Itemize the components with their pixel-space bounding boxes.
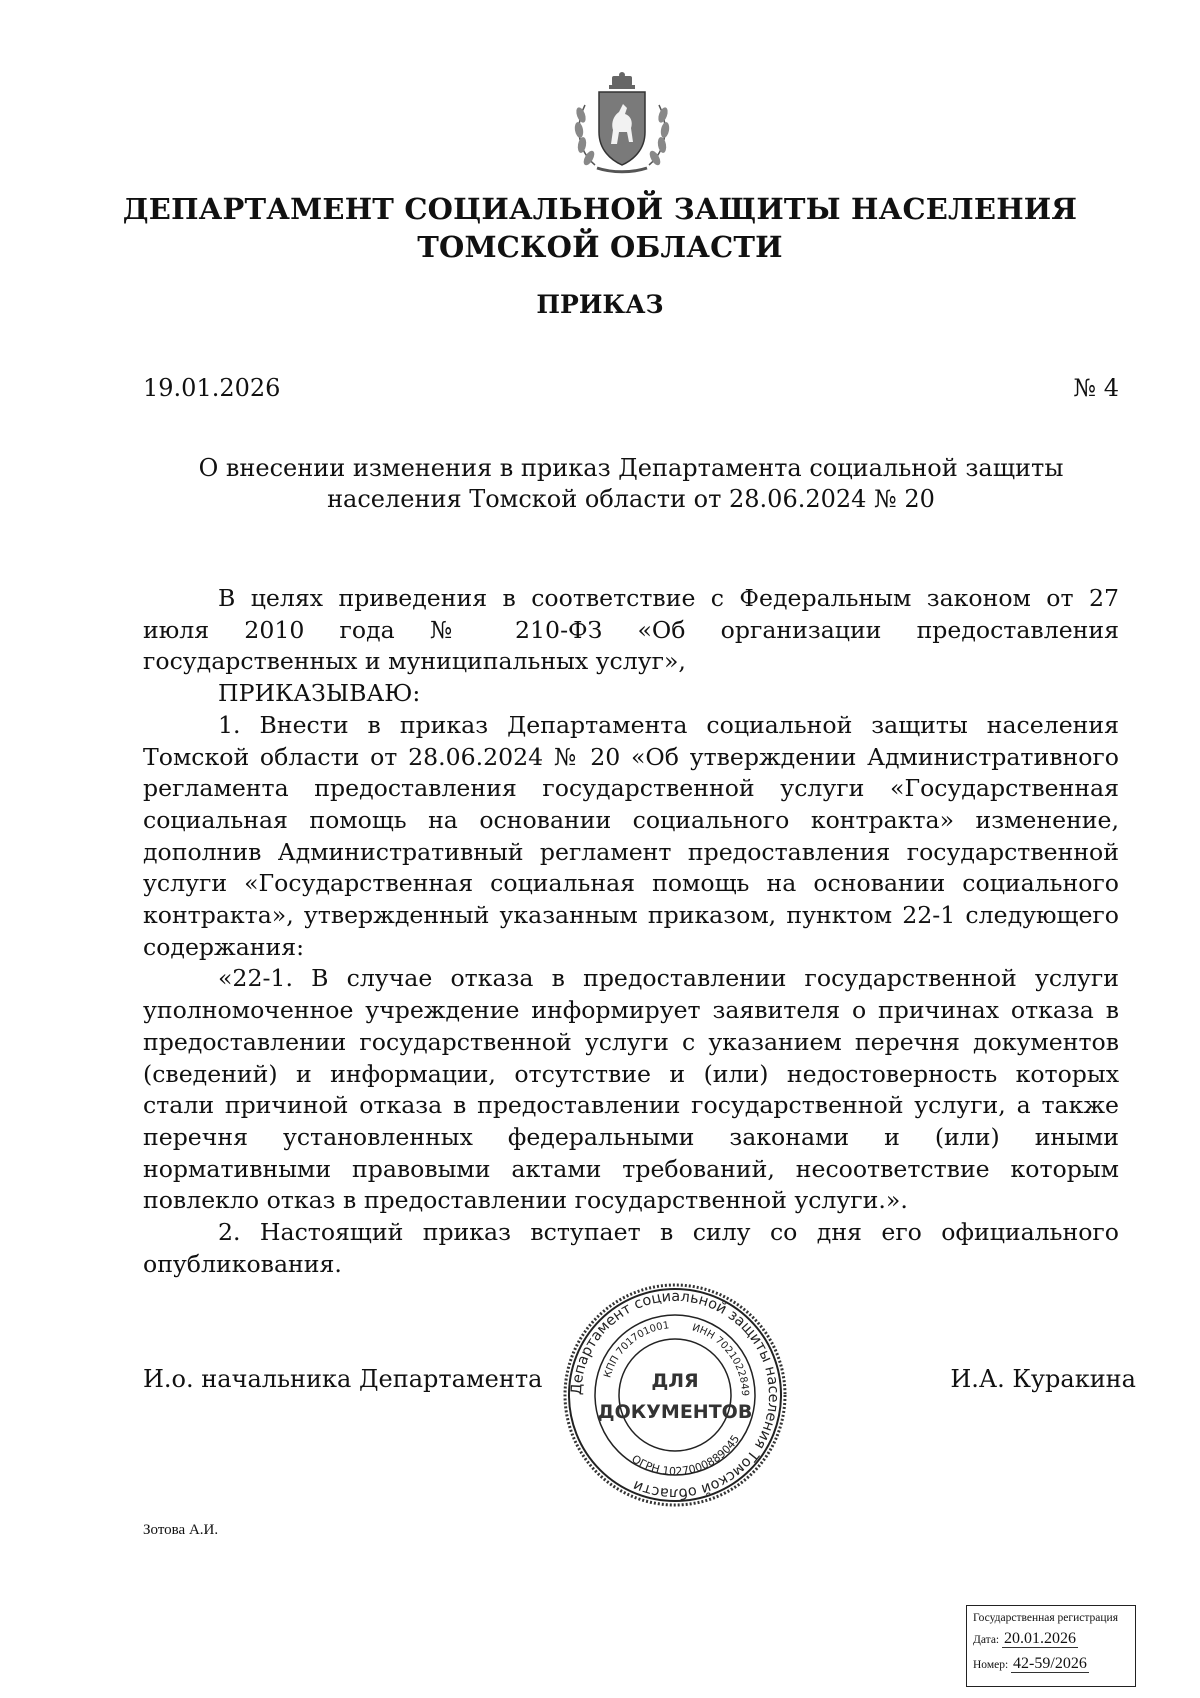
- document-subject: О внесении изменения в приказ Департамента социальной защиты населения Томской области от 28.06.2024 № 20: [198, 454, 1064, 513]
- stamp-ogrn: ОГРН 1027000889045: [629, 1432, 743, 1479]
- tomsk-region-coat-of-arms-icon: [567, 70, 677, 180]
- organization-title-line1: ДЕПАРТАМЕНТ СОЦИАЛЬНОЙ ЗАЩИТЫ НАСЕЛЕНИЯ: [122, 192, 1078, 226]
- signatory-position: И.о. начальника Департамента: [143, 1365, 543, 1393]
- order-item-1-quote: «22-1. В случае отказа в предоставлении государственной услуги уполномоченное учреждение информирует заявителя о причинах отказа в предоставлении государственной услуги с указанием перечня документов (сведений) и информации, отсутствие и (или) недостоверность которых стали причиной отказа в предоставлении государственной услуги, а также перечня установленных федеральными законами и (или) иными нормативными правовыми актами требований, несоответствие которым повлекло отказ в предоставлении государственной услуги.».: [143, 964, 1119, 1215]
- document-type: ПРИКАЗ: [536, 290, 664, 319]
- stamp-center-line2: ДОКУМЕНТОВ: [597, 1401, 753, 1423]
- stamp-outer-text: Департамент социальной защиты населения Томской области: [568, 1288, 782, 1502]
- order-item-2: 2. Настоящий приказ вступает в силу со дня его официального опубликования.: [143, 1218, 1119, 1278]
- organization-title-line2: ТОМСКОЙ ОБЛАСТИ: [417, 230, 783, 264]
- order-keyword: ПРИКАЗЫВАЮ:: [218, 679, 421, 708]
- executor-name: Зотова А.И.: [143, 1522, 219, 1538]
- order-item-1: 1. Внести в приказ Департамента социальной защиты населения Томской области от 28.06.2024 № 20 «Об утверждении Административного регламента предоставления государственной услуги «Государственная социальная помощь на основании социального контракта» изменение, дополнив Административный регламент предоставления государственной услуги «Государственная социальная помощь на основании социального контракта», утвержденный указанным приказом, пунктом 22-1 следующего содержания:: [143, 710, 1119, 961]
- document-date: 19.01.2026: [143, 374, 281, 402]
- registration-date-label: Дата:: [973, 1634, 1000, 1646]
- preamble-paragraph: В целях приведения в соответствие с Федеральным законом от 27 июля 2010 года № 210-ФЗ «Об организации предоставления государственных и муниципальных услуг»,: [143, 584, 1119, 676]
- stamp-inn: ИНН 7021022849: [690, 1322, 751, 1397]
- signatory-name: И.А. Куракина: [950, 1365, 1136, 1393]
- stamp-kpp: КПП 701701001: [602, 1320, 670, 1380]
- registration-number-value: 42-59/2026: [1013, 1655, 1087, 1672]
- document-number: № 4: [1073, 374, 1119, 402]
- document-body: [143, 583, 1119, 1280]
- registration-date-row: [973, 1627, 1129, 1652]
- state-registration-box: [966, 1605, 1136, 1687]
- registration-number-label: Номер:: [973, 1659, 1009, 1671]
- registration-title: Государственная регистрация: [973, 1612, 1118, 1624]
- registration-date-value: 20.01.2026: [1004, 1630, 1076, 1647]
- stamp-center-line1: ДЛЯ: [651, 1370, 699, 1392]
- registration-number-row: [973, 1652, 1129, 1677]
- round-seal-stamp-icon: [560, 1280, 790, 1510]
